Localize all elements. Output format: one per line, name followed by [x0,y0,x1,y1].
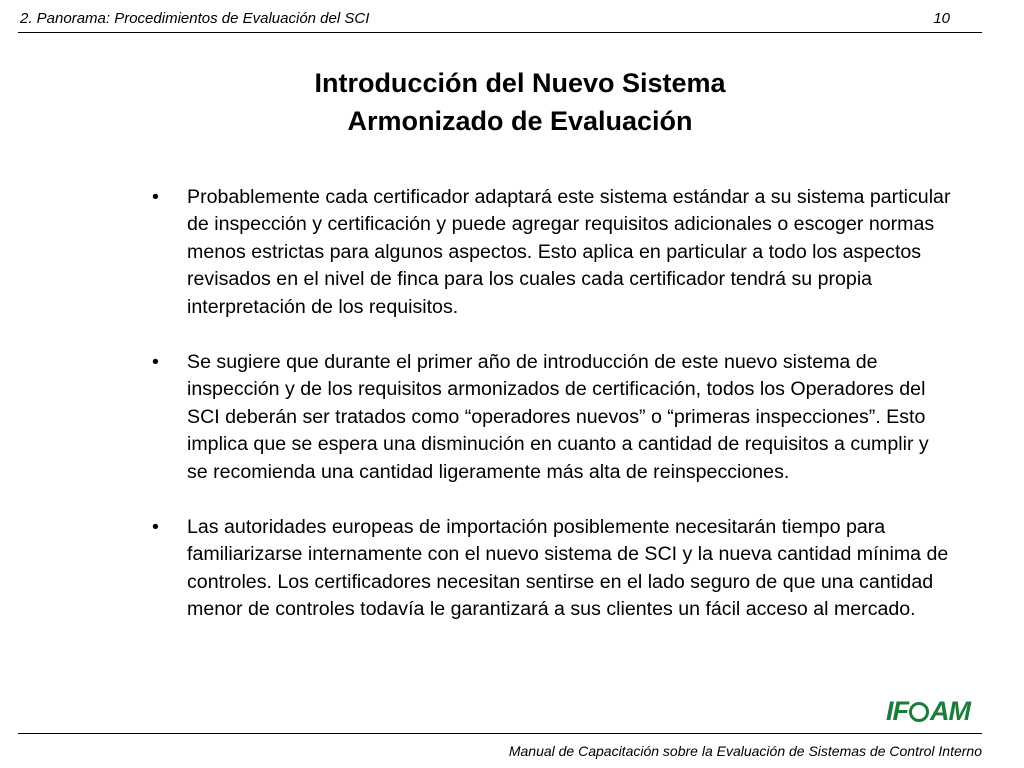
globe-icon [909,702,929,722]
bullet-dot-icon: • [152,186,159,208]
page-number: 10 [933,10,950,27]
footer-text: Manual de Capacitación sobre la Evaluación de Sistemas de Control Interno [508,743,982,759]
slide-title [0,64,1024,140]
slide-title-line-2: Armonizado de Evaluación [347,106,693,136]
logo-text-left: IF [886,696,908,726]
bullet-item [152,514,952,624]
bullet-text: Se sugiere que durante el primer año de introducción de este nuevo sistema de inspección y de los requisitos armonizados de certificación, todos los Operadores del SCI deberán ser tratados como “operadores nuevos” o “primeras inspecciones”. Esto implica que se espera una disminución en cuanto a cantidad de requisitos a cumplir y se recomienda una cantidad ligeramente más alta de reinspecciones. [187,351,929,483]
bullet-text: Probablemente cada certificador adaptará este sistema estándar a su sistema particular de inspección y certificación y puede agregar requisitos adicionales o escoger normas menos estrictas para algunos aspectos. Esto aplica en particular a todo los aspectos revisados en el nivel de finca para los cuales cada certificador tendrá su propia interpretación de los requisitos. [187,186,951,318]
page-header [18,8,982,33]
ifoam-logo [886,696,970,727]
bullet-item [152,184,952,321]
bullet-dot-icon: • [152,516,159,539]
bullet-item [152,349,952,486]
logo-text-right: AM [930,696,970,726]
slide-title-line-1: Introducción del Nuevo Sistema [314,68,726,98]
bullet-list [152,184,952,624]
page-footer [18,733,982,759]
bullet-dot-icon: • [152,351,159,374]
bullet-text: Las autoridades europeas de importación posiblemente necesitarán tiempo para familiarizarse internamente con el nuevo sistema de SCI y la nueva cantidad mínima de controles. Los certificadores necesitan sentirse en el lado seguro de que una cantidad menor de controles todavía le garantizará a sus clientes un fácil acceso al mercado. [187,516,949,621]
header-title: 2. Panorama: Procedimientos de Evaluación del SCI [20,10,370,27]
